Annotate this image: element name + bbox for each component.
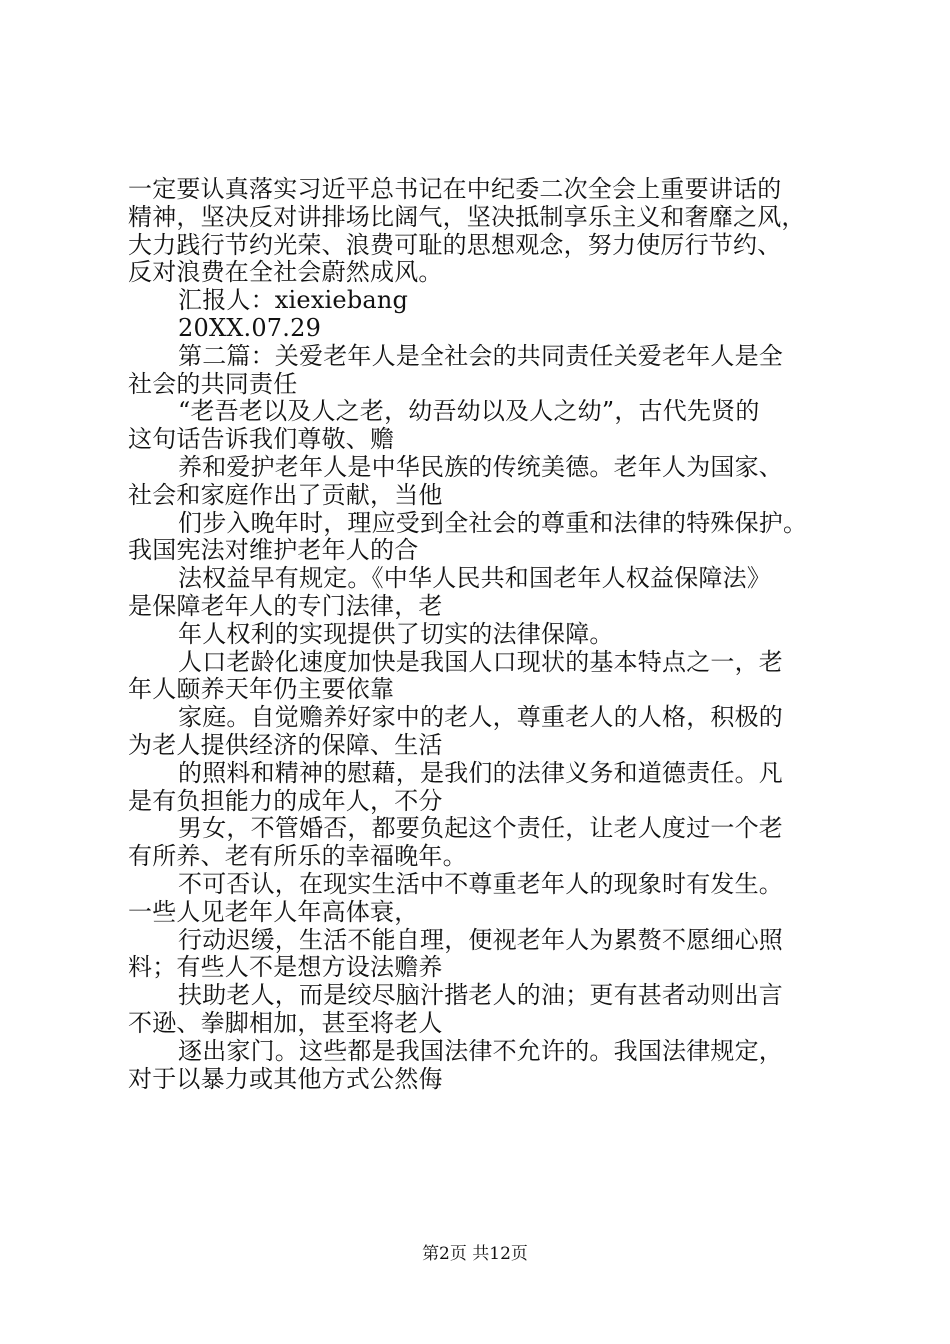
text-line: 逐出家门。这些都是我国法律不允许的。我国法律规定， — [178, 1036, 783, 1065]
reporter-line: 汇报人：xiexiebang — [178, 286, 409, 315]
document-body — [128, 176, 838, 1093]
text-line: 年人颐养天年仍主要依靠 — [128, 675, 395, 704]
text-line: 大力践行节约光荣、浪费可耻的思想观念，努力使厉行节约、 — [128, 230, 782, 259]
text-line: 精神，坚决反对讲排场比阔气，坚决抵制享乐主义和奢靡之风， — [128, 202, 806, 231]
text-line: 为老人提供经济的保障、生活 — [128, 730, 443, 759]
text-line: 有所养、老有所乐的幸福晚年。 — [128, 842, 467, 871]
section-title-line: 社会的共同责任 — [128, 369, 298, 398]
date-line: 20XX.07.29 — [178, 313, 322, 342]
text-line: 一定要认真落实习近平总书记在中纪委二次全会上重要讲话的 — [128, 175, 782, 203]
text-line: 不可否认，在现实生活中不尊重老年人的现象时有发生。 — [178, 869, 783, 898]
text-line: 扶助老人，而是绞尽脑汁揩老人的油；更有甚者动则出言 — [178, 981, 783, 1010]
text-line: 人口老龄化速度加快是我国人口现状的基本特点之一，老 — [178, 647, 783, 676]
text-line: 料；有些人不是想方设法赡养 — [128, 953, 443, 982]
text-line: 男女，不管婚否，都要负起这个责任，让老人度过一个老 — [178, 814, 783, 843]
text-line: 一些人见老年人年高体衰， — [128, 897, 419, 926]
text-line: 是有负担能力的成年人，不分 — [128, 786, 443, 815]
text-line: 年人权利的实现提供了切实的法律保障。 — [178, 619, 614, 648]
text-line: 家庭。自觉赡养好家中的老人，尊重老人的人格，积极的 — [178, 703, 783, 732]
text-line: 们步入晚年时，理应受到全社会的尊重和法律的特殊保护。 — [178, 508, 808, 537]
text-line: 行动迟缓，生活不能自理，便视老年人为累赘不愿细心照 — [178, 925, 783, 954]
text-line: 的照料和精神的慰藉，是我们的法律义务和道德责任。凡 — [178, 758, 783, 787]
text-line: 法权益早有规定。《中华人民共和国老年人权益保障法》 — [178, 564, 771, 593]
text-line: 是保障老年人的专门法律，老 — [128, 591, 443, 620]
page-footer: 第2页 共12页 — [422, 1244, 528, 1264]
text-line: 不逊、拳脚相加，甚至将老人 — [128, 1008, 443, 1037]
text-line: 这句话告诉我们尊敬、赡 — [128, 425, 395, 454]
text-line: “老吾老以及人之老，幼吾幼以及人之幼”，古代先贤的 — [178, 397, 760, 426]
text-line: 我国宪法对维护老年人的合 — [128, 536, 419, 565]
text-line: 对于以暴力或其他方式公然侮 — [128, 1064, 443, 1093]
section-title-line: 第二篇：关爱老年人是全社会的共同责任关爱老年人是全 — [178, 341, 783, 370]
text-line: 社会和家庭作出了贡献，当他 — [128, 480, 443, 509]
text-line: 反对浪费在全社会蔚然成风。 — [128, 258, 443, 287]
text-line: 养和爱护老年人是中华民族的传统美德。老年人为国家、 — [178, 452, 783, 481]
